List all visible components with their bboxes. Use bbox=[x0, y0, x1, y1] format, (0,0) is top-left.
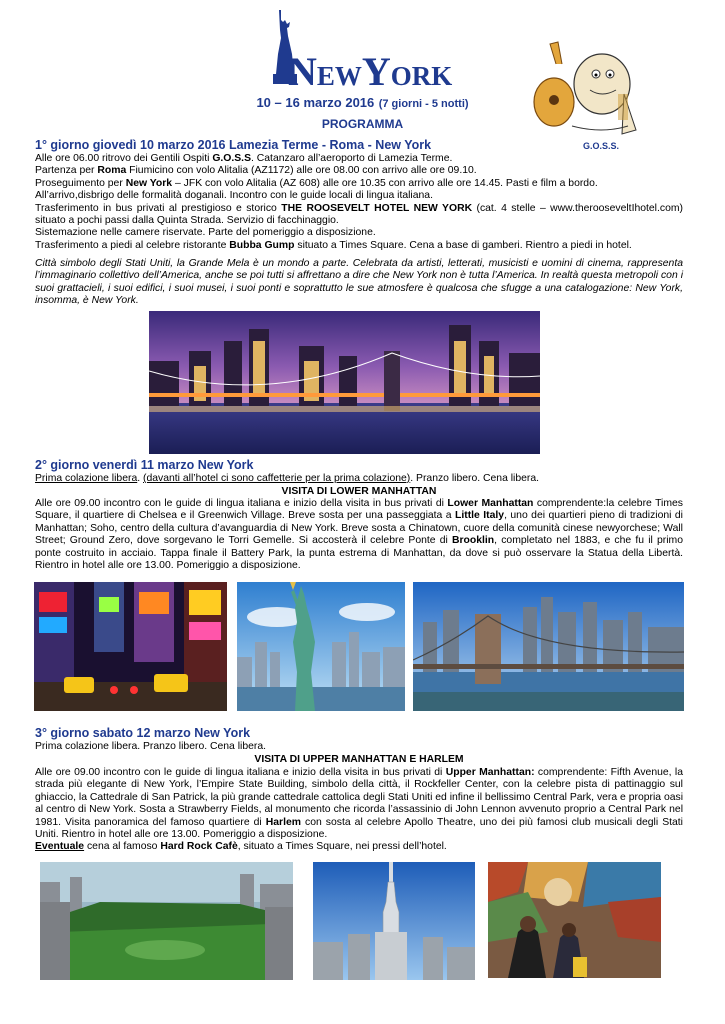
logo-letters: EW bbox=[316, 61, 362, 91]
statue-of-liberty-photo bbox=[237, 582, 405, 711]
logo-letter: Y bbox=[361, 49, 391, 94]
harlem-mural-photo bbox=[488, 862, 661, 978]
central-park-photo bbox=[40, 862, 293, 980]
day1-title: 1° giorno giovedì 10 marzo 2016 Lamezia Terme - Roma - New York bbox=[35, 138, 432, 152]
day3-visit-description: Alle ore 09.00 incontro con le guide di lingua italiana e inizio della visita in bus privati di Upper Manhattan: comprendente: Fifth Avenue, la strada più elegante di New York, l’Empire State Building, simbolo della città, il Rockfeller Center, con la celebre pista di pattinaggio sul ghiaccio, la Cattedrale di San Patrick, la più grande cattedrale cattolica degli Stati Uniti ed infine il bellissimo Central Park, vera e propria oasi al centro di New York. Sosta a Strawberry Fields, al monumento che ricorda l’assassinio di John Lennon avvenuto proprio a Central Park nel 1981. Visita panoramica del famoso quartiere di Harlem con sosta al celebre Apollo Theatre, uno dei più famosi club musicali degli Stati Uniti. Rientro in hotel alle ore 13.00. Pomeriggio a disposizione. bbox=[35, 767, 684, 841]
trip-dates bbox=[0, 94, 725, 112]
brooklyn-bridge-day-photo bbox=[413, 582, 684, 711]
day1-line: Sistemazione nelle camere riservate. Parte del pomeriggio a disposizione. bbox=[35, 227, 376, 239]
day1-line: Proseguimento per New York – JFK con volo Alitalia (AZ 608) alle ore 10.35 con arrivo alle ore 14.45. Pasti e film a bordo. bbox=[35, 177, 598, 189]
day2-visit-description: Alle ore 09.00 incontro con le guide di lingua italiana e inizio della visita in bus privati di Lower Manhattan comprendente:la celebre Times Square, il quartiere di Chelsea e il Greenwich Village. Breve sosta per una passeggiata a Little Italy, uno dei quartieri pieno di tradizioni di Manhattan; Soho, centro della cultura d’avanguardia di New York. Breve sosta a Chinatown, cuore della comunità cinese newyorchese; Wall Street; Ground Zero, dove sorgevano le Torri Gemelle. Si accosterà il celebre Ponte di Brooklin, completato nel 1883, e che fu il primo ponte costruito in acciaio. Tappa finale il Battery Park, la punta estrema di Manhattan, da dove si può osservare la Statua della Libertà. Rientro in hotel alle ore 13.00. Pomeriggio a disposizione. bbox=[35, 498, 683, 572]
day1-hotel: Trasferimento in bus privati al prestigioso e storico THE ROOSEVELT HOTEL NEW YORK (cat. 4 stelle – www.therooseveltIhotel.com) situato a pochi passi dalla Quinta Strada. Servizio di facchinaggio. bbox=[35, 202, 683, 227]
programma-heading: PROGRAMMA bbox=[321, 117, 404, 131]
day2-visit-title: VISITA DI LOWER MANHATTAN bbox=[281, 486, 437, 497]
newyork-logo bbox=[270, 8, 453, 94]
empire-state-building-photo bbox=[313, 862, 475, 980]
trip-dates-main: 10 – 16 marzo 2016 bbox=[256, 95, 375, 110]
trip-dates-note: (7 giorni - 5 notti) bbox=[378, 98, 469, 110]
day1-itinerary bbox=[35, 153, 683, 252]
logo-letter: N bbox=[288, 49, 317, 94]
day3-title: 3° giorno sabato 12 marzo New York bbox=[35, 726, 251, 740]
day2-meals: Prima colazione libera. (davanti all’hotel ci sono caffetterie per la prima colazione). Pranzo libero. Cena libera. bbox=[35, 473, 540, 484]
day2-title: 2° giorno venerdì 11 marzo New York bbox=[35, 458, 254, 472]
day1-line: Trasferimento a piedi al celebre ristorante Bubba Gump situato a Times Square. Cena a base di gamberi. Rientro a piedi in hotel. bbox=[35, 239, 632, 251]
logo-letters: ORK bbox=[390, 61, 453, 91]
day1-line: Partenza per Roma Fiumicino con volo Alitalia (AZ1172) alle ore 08.00 con arrivo alle ore 09.10. bbox=[35, 165, 477, 177]
day3-visit-title: VISITA DI UPPER MANHATTAN E HARLEM bbox=[254, 754, 464, 765]
brooklyn-bridge-night-photo bbox=[149, 311, 540, 454]
day1-line: All’arrivo,disbrigo delle formalità doganali. Incontro con le guide locali di lingua italiana. bbox=[35, 190, 433, 202]
day1-intro-italic: Città simbolo degli Stati Uniti, la Grande Mela è un mondo a parte. Celebrata da artisti, letterati, musicisti e uomini di cinema, rappresenta l’immaginario collettivo dell’America, anche se poi tutti si affrettano a dire che New York non è tutta l’America. In realtà questa metropoli con i suoi grattacieli, i suoi edifici, i suoi musei, i suoi ponti e soprattutto le sue atmosfere è qualcosa che sfugge a una catalogazione: New York, insomma, è New York. bbox=[35, 258, 683, 307]
goss-label: G.O.S.S. bbox=[583, 141, 620, 151]
day1-line: Alle ore 06.00 ritrovo dei Gentili Ospiti G.O.S.S. Catanzaro all’aeroporto di Lamezia Terme. bbox=[35, 153, 453, 164]
day3-optional-dinner: Eventuale cena al famoso Hard Rock Cafè, situato a Times Square, nei pressi dell’hotel. bbox=[35, 841, 447, 852]
times-square-photo bbox=[34, 582, 227, 711]
day3-meals: Prima colazione libera. Pranzo libero. Cena libera. bbox=[35, 741, 267, 752]
